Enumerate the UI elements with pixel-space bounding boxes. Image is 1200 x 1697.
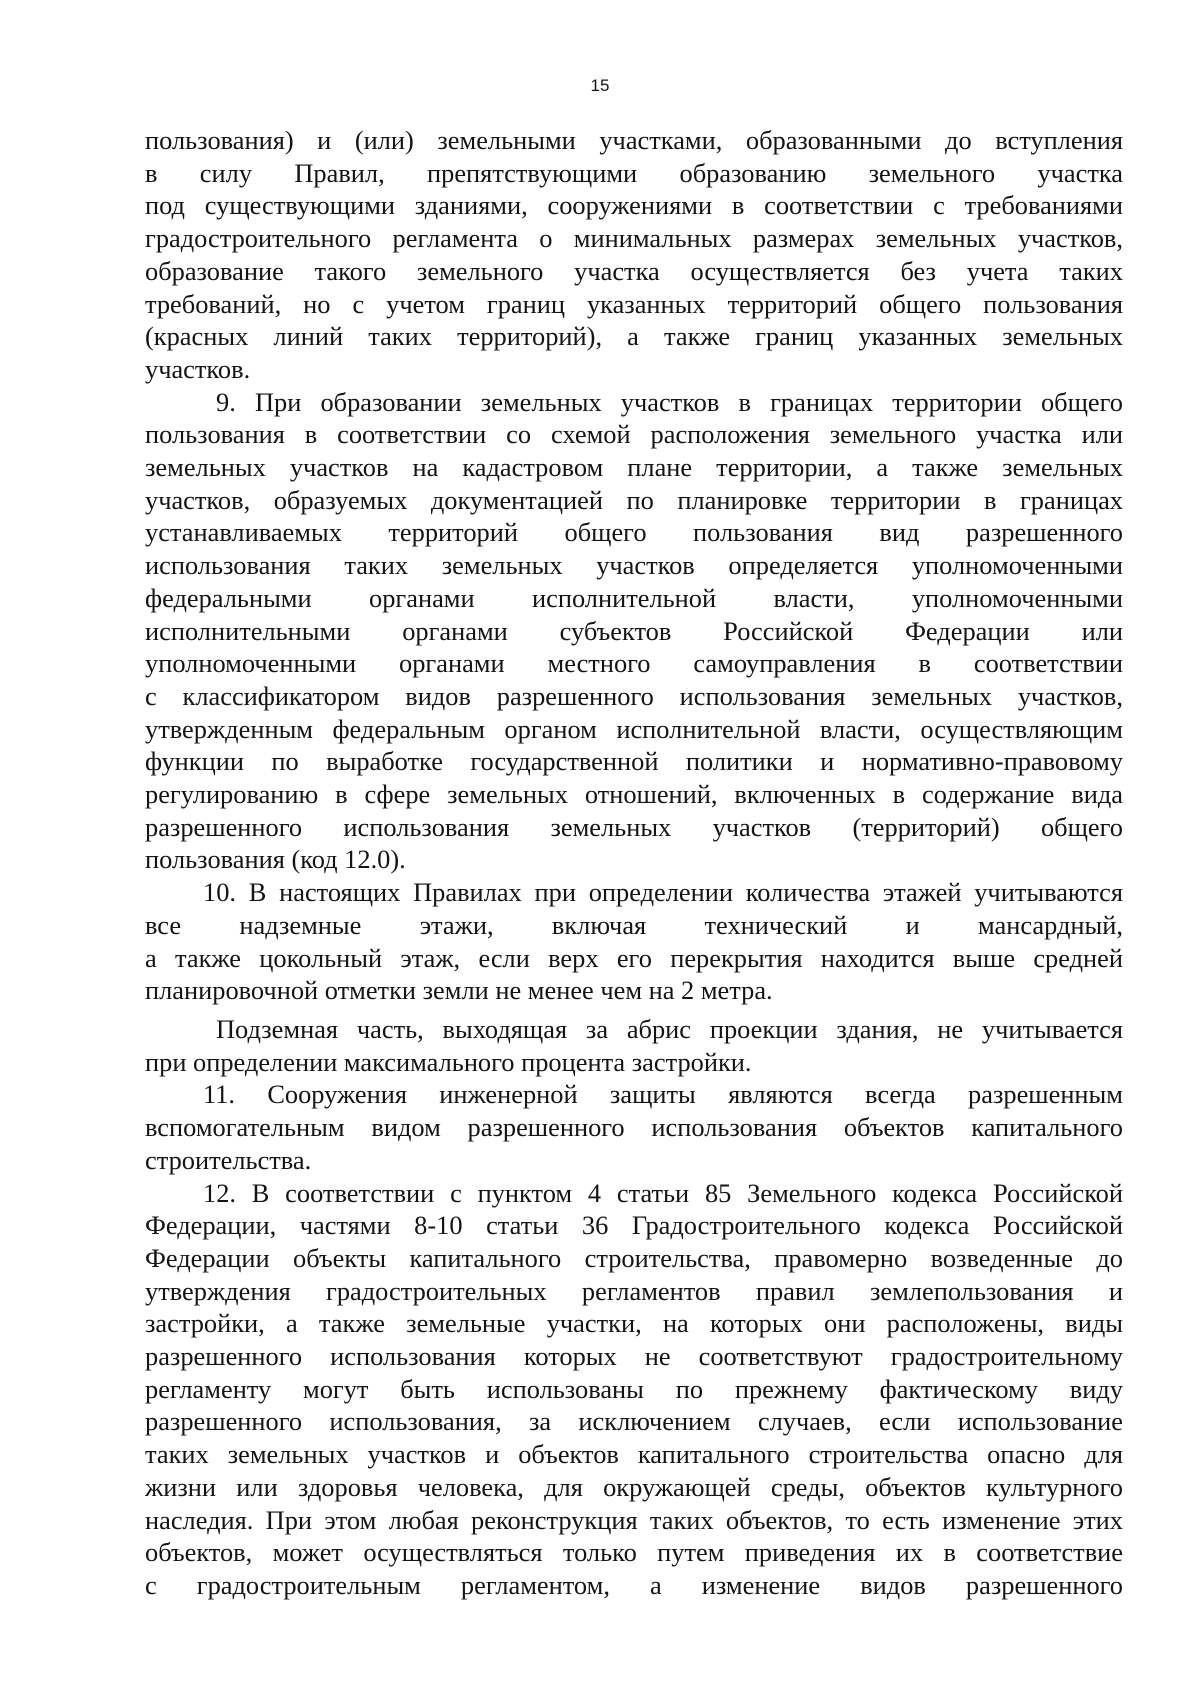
paragraph-9 [145, 386, 1123, 877]
paragraph-11 [145, 1078, 1123, 1176]
text-line: (красных линий таких территорий), а также границ указанных земельных [145, 321, 1123, 352]
text-line: Федерации, частями 8-10 статьи 36 Градостроительного кодекса Российской [145, 1210, 1123, 1241]
text-line: 10. В настоящих Правилах при определении количества этажей учитываются [203, 877, 1123, 908]
text-line: наследия. При этом любая реконструкция таких объектов, то есть изменение этих [145, 1504, 1123, 1535]
text-line: планировочной отметки земли не менее чем на 2 метра. [145, 975, 773, 1006]
text-line: утверждения градостроительных регламентов правил землепользования и [145, 1275, 1123, 1306]
page-number: 15 [590, 76, 610, 95]
text-line: 9. При образовании земельных участков в границах территории общего [216, 386, 1123, 417]
text-line: устанавливаемых территорий общего пользования вид разрешенного [145, 517, 1123, 548]
text-line: участков, образуемых документацией по планировке территории в границах [145, 484, 1123, 515]
text-line: пользования) и (или) земельными участками, образованными до вступления [145, 125, 1123, 155]
text-line: образование такого земельного участка осуществляется без учета таких [145, 255, 1123, 286]
text-line: уполномоченными органами местного самоуправления в соответствии [145, 648, 1123, 679]
text-line: Подземная часть, выходящая за абрис проекции здания, не учитывается [216, 1013, 1123, 1044]
text-line: строительства. [145, 1144, 312, 1175]
text-line: использования таких земельных участков определяется уполномоченными [145, 550, 1123, 581]
text-line: функции по выработке государственной политики и нормативно-правовому [145, 746, 1123, 777]
text-line: требований, но с учетом границ указанных территорий общего пользования [145, 288, 1123, 319]
text-line: разрешенного использования которых не соответствуют градостроительному [145, 1341, 1123, 1372]
text-line: земельных участков на кадастровом плане территории, а также земельных [145, 452, 1123, 483]
paragraph-10 [145, 876, 1123, 1007]
text-line: в силу Правил, препятствующими образованию земельного участка [145, 157, 1123, 188]
paragraph-12 [145, 1177, 1123, 1602]
text-line: жизни или здоровья человека, для окружающей среды, объектов культурного [145, 1471, 1123, 1502]
text-line: пользования (код 12.0). [145, 844, 406, 875]
paragraph-10-continued [145, 1013, 1123, 1078]
text-line: вспомогательным видом разрешенного использования объектов капитального [145, 1112, 1123, 1143]
text-line: регламенту могут быть использованы по прежнему фактическому виду [145, 1373, 1123, 1404]
text-line: регулированию в сфере земельных отношений, включенных в содержание вида [145, 779, 1123, 810]
text-line: таких земельных участков и объектов капитального строительства опасно для [145, 1439, 1123, 1470]
text-line: объектов, может осуществляться только путем приведения их в соответствие [145, 1537, 1123, 1568]
text-line: исполнительными органами субъектов Российской Федерации или [145, 615, 1123, 646]
text-line: с градостроительным регламентом, а изменение видов разрешенного [145, 1569, 1123, 1600]
text-line: разрешенного использования, за исключением случаев, если использование [145, 1406, 1123, 1437]
text-line: 12. В соответствии с пунктом 4 статьи 85 Земельного кодекса Российской [203, 1177, 1123, 1208]
text-line: участков. [145, 353, 251, 384]
text-line: при определении максимального процента застройки. [145, 1046, 752, 1077]
document-body [145, 124, 1123, 1602]
text-line: застройки, а также земельные участки, на которых они расположены, виды [145, 1308, 1123, 1339]
text-line: все надземные этажи, включая технический и мансардный, [145, 909, 1123, 940]
text-line: с классификатором видов разрешенного использования земельных участков, [145, 680, 1123, 711]
text-line: Федерации объекты капитального строительства, правомерно возведенные до [145, 1242, 1123, 1273]
text-line: пользования в соответствии со схемой расположения земельного участка или [145, 419, 1123, 450]
text-line: утвержденным федеральным органом исполнительной власти, осуществляющим [145, 713, 1123, 744]
text-line: федеральными органами исполнительной власти, уполномоченными [145, 582, 1123, 613]
text-line: разрешенного использования земельных участков (территорий) общего [145, 811, 1123, 842]
text-line: под существующими зданиями, сооружениями в соответствии с требованиями [145, 190, 1123, 221]
text-line: а также цокольный этаж, если верх его перекрытия находится выше средней [145, 942, 1123, 973]
text-line: градостроительного регламента о минимальных размерах земельных участков, [145, 223, 1123, 254]
text-line: 11. Сооружения инженерной защиты являются всегда разрешенным [203, 1079, 1123, 1110]
paragraph-continuation [145, 124, 1123, 386]
